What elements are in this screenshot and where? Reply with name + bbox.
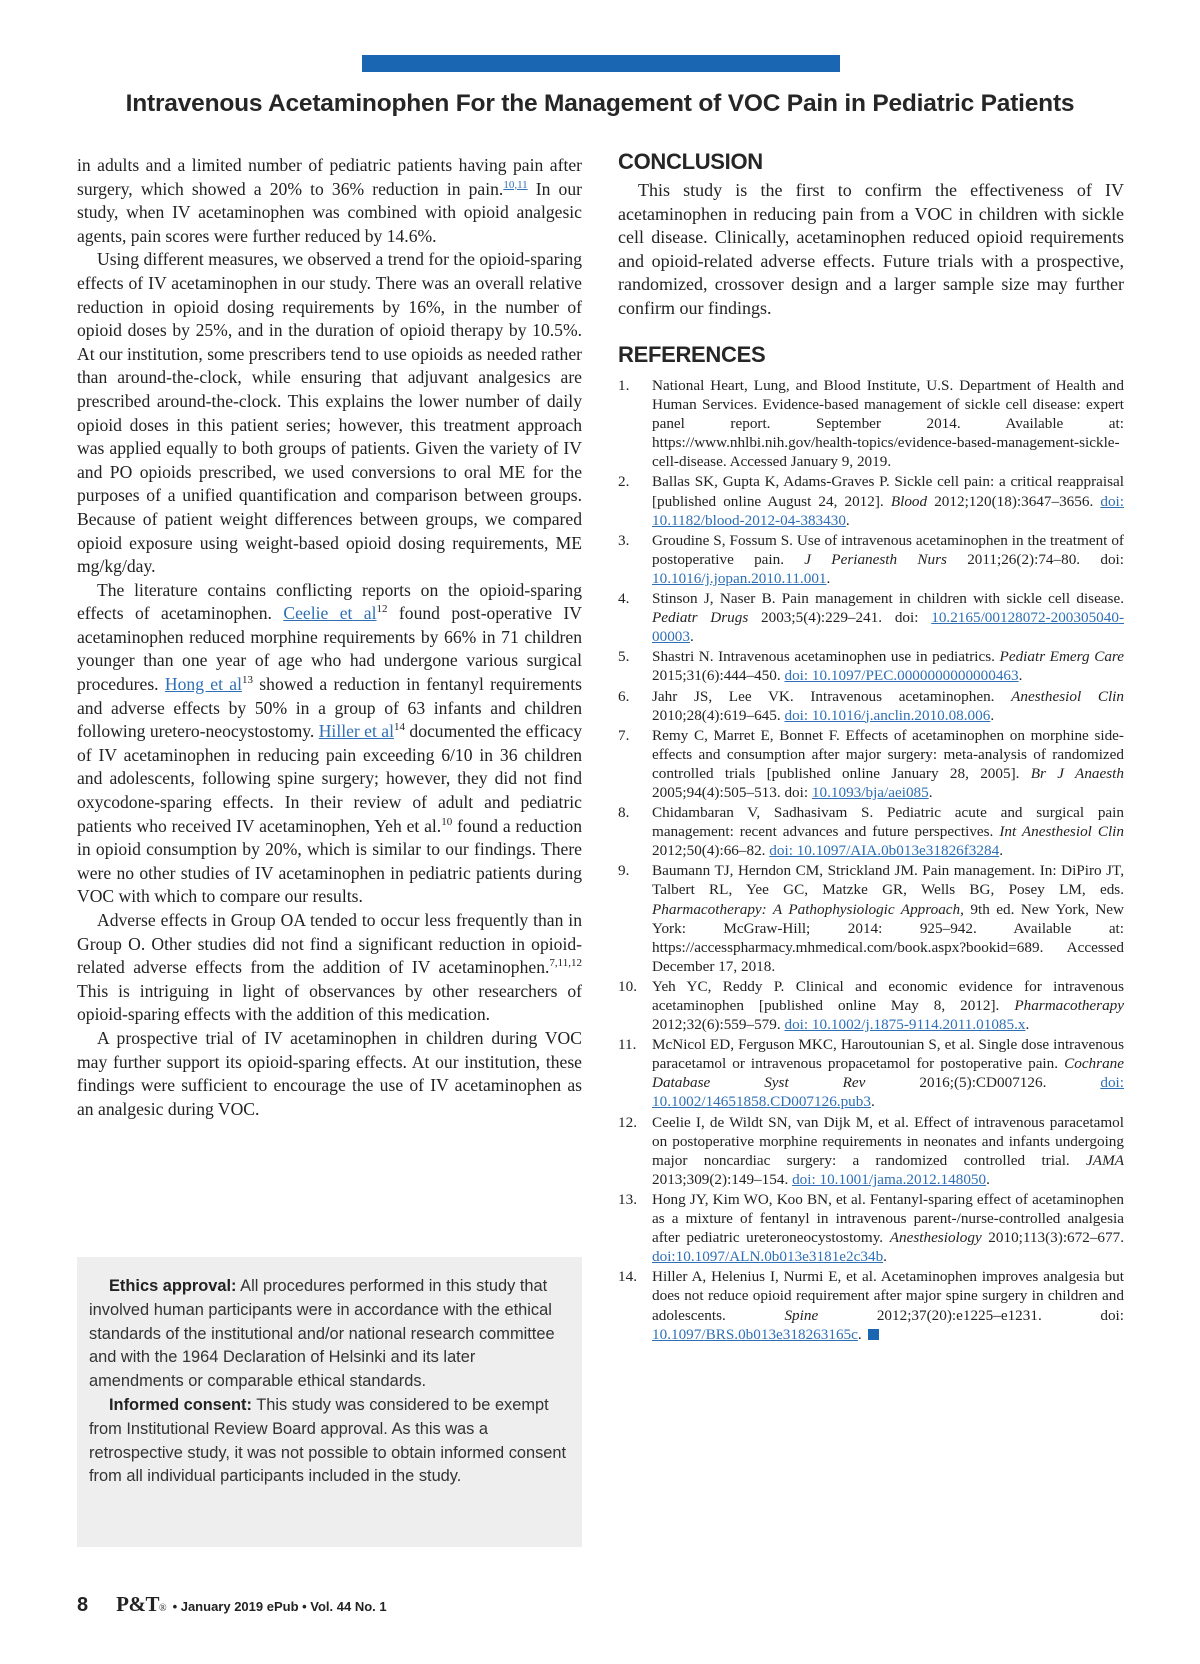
reference-authors-title: Shastri N. Intravenous acetaminophen use in pediatrics. xyxy=(652,648,1000,666)
reference-details: 2010;28(4):619–645. xyxy=(652,706,785,724)
reference-journal: Anesthesiology xyxy=(889,1229,982,1247)
reference-details: 2015;31(6):444–450. xyxy=(652,667,785,685)
reference-text xyxy=(652,977,1124,1034)
reference-text xyxy=(652,647,1124,685)
left-column xyxy=(77,154,582,1121)
reference-tail: . xyxy=(928,783,933,801)
reference-tail: . xyxy=(999,842,1003,860)
reference-item xyxy=(618,531,1124,588)
reference-journal: Pharmacotherapy: A Pathophysiologic Approach xyxy=(652,900,961,918)
reference-number: 6. xyxy=(618,687,630,705)
reference-details: 2012;50(4):66–82. xyxy=(652,842,770,860)
reference-item xyxy=(618,376,1124,471)
reference-authors-title: Jahr JS, Lee VK. Intravenous acetaminophen. xyxy=(652,687,1012,705)
reference-number: 9. xyxy=(618,862,630,880)
reference-item xyxy=(618,1035,1124,1111)
reference-authors-title: Groudine S, Fossum S. Use of intravenous acetaminophen in the treatment of postoperative pain. xyxy=(652,531,1124,568)
discussion-paragraph-2: Using different measures, we observed a trend for the opioid-sparing effects of IV acetaminophen in our study. There was an overall relative reduction in opioid dosing requirements by 16%, in the number of opioid doses by 25%, and in the duration of opioid therapy by 10.5%. At our institution, some prescribers tend to use opioids as needed rather than around-the-clock, while ensuring that adjuvant analgesics are prescribed around-the-clock. This explains the lower number of daily opioid doses in this patient series; however, this treatment approach was applied equally to both groups of patients. Given the variety of IV and PO opioids prescribed, we used conversions to oral ME for the purposes of a unified quantification and comparison between groups. Because of patient weight differences between groups, we compared opioid exposure using weight-based opioid dosing requirements, ME mg/kg/day. xyxy=(77,249,582,577)
citation-sup: 12 xyxy=(376,603,388,616)
reference-authors-title: Hiller A, Helenius I, Nurmi E, et al. Acetaminophen improves analgesia but does not reduce opioid requirement after major spine surgery in children and adolescents. xyxy=(652,1268,1124,1324)
reference-item xyxy=(618,977,1124,1034)
consent-label: Informed consent: xyxy=(109,1395,252,1414)
hiller-citation-link[interactable]: Hiller et al xyxy=(318,721,394,742)
issue-info: • January 2019 ePub • Vol. 44 No. 1 xyxy=(172,1599,387,1614)
text-span: found a reduction in opioid consumption by 20%, which is similar to our findings. There were no other studies of IV acetaminophen in pediatric patients during VOC with which to compare our results. xyxy=(77,815,582,907)
page-number: 8 xyxy=(77,1594,89,1616)
reference-details: 2012;120(18):3647–3656. xyxy=(927,492,1101,510)
doi-link[interactable]: doi: 10.1002/14651858.CD007126.pub3 xyxy=(652,1074,1124,1111)
reference-journal: Spine xyxy=(784,1306,819,1324)
ethics-box xyxy=(77,1257,582,1547)
reference-journal: Blood xyxy=(890,492,928,510)
references-list xyxy=(618,376,1124,1344)
reference-text xyxy=(652,376,1124,471)
reference-tail: . xyxy=(883,1248,887,1266)
reference-tail: . xyxy=(857,1325,862,1343)
reference-authors-title: McNicol ED, Ferguson MKC, Haroutounian S, et al. Single dose intravenous paracetamol or intravenous propacetamol for postoperative pain. xyxy=(652,1036,1124,1073)
text-span: This is intriguing in light of observances by other researchers of opioid-sparing effects with the addition of this medication. xyxy=(77,980,582,1025)
reference-number: 12. xyxy=(618,1113,637,1131)
reference-text xyxy=(652,472,1124,529)
hong-citation-link[interactable]: Hong et al xyxy=(164,674,242,695)
reference-journal: Br J Anaesth xyxy=(1030,764,1124,782)
doi-link[interactable]: doi: 10.1016/j.anclin.2010.08.006 xyxy=(784,706,991,724)
text-span: documented the efficacy of IV acetaminophen in reducing pain exceeding 6/10 in 36 children and adolescents, following spine surgery; however, they did not find oxycodone-sparing effects. In their review of adult and pediatric patients who received IV acetaminophen, Yeh et al. xyxy=(77,721,582,836)
reference-details: , 9th ed. New York, New York: McGraw-Hill; 2014: 925–942. Available at: https://accesspharmacy.mhmedical.com/book.aspx?bookid=689. Accessed December 17, 2018. xyxy=(652,900,1124,975)
journal-logo: P&T xyxy=(116,1592,159,1616)
conclusion-heading: CONCLUSION xyxy=(618,149,763,174)
ethics-approval xyxy=(89,1275,570,1394)
discussion-paragraph-5: A prospective trial of IV acetaminophen in children during VOC may further support its opioid-sparing effects. At our institution, these findings were sufficient to encourage the use of IV acetaminophen as an analgesic during VOC. xyxy=(77,1027,582,1119)
reference-item xyxy=(618,687,1124,725)
reference-tail: . xyxy=(990,706,995,724)
reference-item xyxy=(618,1113,1124,1189)
reference-journal: Anesthesiol Clin xyxy=(1011,687,1124,705)
reference-tail: . xyxy=(1018,667,1023,685)
reference-text xyxy=(652,1267,1124,1343)
text-span: In our study, when IV acetaminophen was combined with opioid analgesic agents, pain scores were further reduced by 14.6%. xyxy=(77,178,582,246)
reference-item xyxy=(618,803,1124,860)
reference-authors-title: Yeh YC, Reddy P. Clinical and economic evidence for intravenous acetaminophen [published online May 8, 2012]. xyxy=(652,977,1124,1014)
reference-item xyxy=(618,1190,1124,1266)
text-span: The literature contains conflicting reports on the opioid-sparing effects of acetaminophen. xyxy=(77,579,582,624)
doi-link[interactable]: doi: 10.1001/jama.2012.148050 xyxy=(792,1170,987,1188)
reference-tail: . xyxy=(689,628,694,646)
reference-number: 14. xyxy=(618,1268,637,1286)
doi-link[interactable]: 10.1093/bja/aei085 xyxy=(811,783,929,801)
reference-number: 13. xyxy=(618,1190,637,1208)
doi-link[interactable]: doi: 10.1097/AIA.0b013e31826f3284 xyxy=(769,842,1000,860)
reference-authors-title: Ballas SK, Gupta K, Adams-Graves P. Sickle cell pain: a critical reappraisal [published online August 24, 2012]. xyxy=(652,473,1124,510)
reference-authors-title: Chidambaran V, Sadhasivam S. Pediatric acute and surgical pain management: recent advances and future perspectives. xyxy=(652,804,1124,841)
end-of-article-mark xyxy=(868,1329,879,1340)
reference-details: 2012;37(20):e1225–e1231. doi: xyxy=(818,1306,1124,1324)
reference-journal: Int Anesthesiol Clin xyxy=(999,823,1124,841)
doi-link[interactable]: doi: 10.1002/j.1875-9114.2011.01085.x xyxy=(784,1016,1026,1034)
doi-link[interactable]: doi: 10.1097/PEC.0000000000000463 xyxy=(784,667,1019,685)
citation-sup: 13 xyxy=(242,674,253,687)
ethics-text: All procedures performed in this study that involved human participants were in accordance with the ethical standards of the institutional and/or national research committee and with the 1964 Declaration of Helsinki and its later amendments or comparable ethical standards. xyxy=(89,1277,555,1391)
doi-link[interactable]: 10.1016/j.jopan.2010.11.001 xyxy=(652,569,827,587)
reference-authors-title: Baumann TJ, Herndon CM, Strickland JM. Pain management. In: DiPiro JT, Talbert RL, Yee GC, Matzke GR, Wells BG, Posey LM, eds. xyxy=(652,862,1124,899)
text-span: Adverse effects in Group OA tended to occur less frequently than in Group O. Other studies did not find a significant reduction in opioid-related adverse effects from the addition of IV acetaminophen. xyxy=(77,910,582,978)
reference-tail: . xyxy=(870,1093,875,1111)
reference-number: 7. xyxy=(618,726,630,744)
reference-item xyxy=(618,589,1124,646)
reference-number: 2. xyxy=(618,473,630,491)
reference-item xyxy=(618,647,1124,685)
reference-text xyxy=(652,1190,1124,1266)
doi-link[interactable]: 10.1097/BRS.0b013e318263165c xyxy=(652,1325,858,1343)
reference-text xyxy=(652,861,1124,976)
reference-authors-title: National Heart, Lung, and Blood Institute, U.S. Department of Health and Human Services. Evidence-based management of sickle cell disease: expert panel report. September 2014. Available at: https://www.nhlbi.nih.gov/health-topics/evidence-based-management-sickle-cell-disease. Accessed January 9, 2019. xyxy=(652,377,1124,471)
reference-text xyxy=(652,1035,1124,1111)
reference-item xyxy=(618,726,1124,802)
reference-journal: Pediatr Drugs xyxy=(652,609,749,627)
reference-text xyxy=(652,531,1124,588)
reference-journal: JAMA xyxy=(1086,1151,1124,1169)
reference-number: 3. xyxy=(618,531,630,549)
reference-journal: Pediatr Emerg Care xyxy=(999,648,1125,666)
ethics-label: Ethics approval: xyxy=(109,1277,237,1295)
reference-details: 2012;32(6):559–579. xyxy=(652,1016,785,1034)
reference-tail: . xyxy=(845,511,850,529)
text-span: showed a reduction in fentanyl requirements and adverse effects by 50% in a group of 63 infants and children following uretero-neocystostomy. xyxy=(77,674,582,742)
reference-authors-title: Stinson J, Naser B. Pain management in children with sickle cell disease. xyxy=(652,590,1124,608)
right-column xyxy=(618,149,1124,1345)
reference-text xyxy=(652,687,1124,725)
reference-tail: . xyxy=(986,1170,990,1188)
ceelie-citation-link[interactable]: Ceelie et al xyxy=(283,603,377,624)
citation-sup: 10 xyxy=(441,815,453,828)
doi-link[interactable]: 10.2165/00128072-200305040-00003 xyxy=(652,609,1125,646)
reference-number: 10. xyxy=(618,977,637,995)
discussion-paragraph-3 xyxy=(77,579,582,909)
conclusion-text: This study is the first to confirm the effectiveness of IV acetaminophen in reducing pain from a VOC in children with sickle cell disease. Clinically, acetaminophen reduced opioid requirements and opioid-related adverse effects. Future trials with a prospective, randomized, crossover design and a larger sample size may further confirm our findings. xyxy=(618,180,1124,318)
reference-text xyxy=(652,1113,1124,1189)
citation-sup[interactable]: 10,11 xyxy=(503,178,528,191)
reference-details: 2011;26(2):74–80. doi: xyxy=(946,550,1124,568)
reference-number: 8. xyxy=(618,804,630,822)
reference-text xyxy=(652,726,1124,802)
consent-text: This study was considered to be exempt from Institutional Review Board approval. As this was a retrospective study, it was not possible to obtain informed consent from all individual participants included in the study. xyxy=(89,1395,567,1486)
reference-item xyxy=(618,472,1124,529)
informed-consent xyxy=(89,1394,570,1489)
citation-sup: 7,11,12 xyxy=(549,957,582,970)
doi-link[interactable]: doi:10.1097/ALN.0b013e3181e2c34b xyxy=(652,1248,884,1266)
discussion-paragraph-4 xyxy=(77,909,582,1027)
reference-tail: . xyxy=(826,569,831,587)
text-span: found post-operative IV acetaminophen reduced morphine requirements by 66% in 71 children younger than one year of age who had undergone various surgical procedures. xyxy=(77,603,582,695)
reference-details: 2016;(5):CD007126. xyxy=(865,1074,1101,1092)
registered-mark: ® xyxy=(158,1603,167,1614)
reference-journal: Pharmacotherapy xyxy=(1014,997,1124,1014)
reference-item xyxy=(618,861,1124,976)
reference-details: 2010;113(3):672–677. xyxy=(981,1229,1124,1247)
reference-details: 2005;94(4):505–513. doi: xyxy=(652,783,812,801)
reference-number: 11. xyxy=(618,1036,637,1054)
citation-sup: 14 xyxy=(393,721,405,734)
reference-details: 2013;309(2):149–154. xyxy=(652,1170,793,1188)
page-title: Intravenous Acetaminophen For the Management of VOC Pain in Pediatric Patients xyxy=(125,90,1075,117)
reference-authors-title: Hong JY, Kim WO, Koo BN, et al. Fentanyl-sparing effect of acetaminophen as a mixture of fentanyl in intravenous parent-/nurse-controlled analgesia after pediatric ureteroneocystostomy. xyxy=(652,1190,1124,1247)
reference-journal: J Perianesth Nurs xyxy=(804,550,947,568)
reference-journal: Cochrane Database Syst Rev xyxy=(652,1055,1124,1092)
reference-details: 2003;5(4):229–241. doi: xyxy=(748,609,932,627)
reference-tail: . xyxy=(1025,1016,1030,1034)
text-span: in adults and a limited number of pediatric patients having pain after surgery, which showed a 20% to 36% reduction in pain. xyxy=(77,155,582,199)
page-footer xyxy=(77,1592,387,1617)
reference-number: 5. xyxy=(618,648,630,666)
discussion-paragraph-1 xyxy=(77,154,582,248)
reference-item xyxy=(618,1267,1124,1343)
reference-authors-title: Ceelie I, de Wildt SN, van Dijk M, et al. Effect of intravenous paracetamol on postoperative morphine requirements in neonates and infants undergoing major noncardiac surgery: a randomized controlled trial. xyxy=(652,1113,1124,1169)
references-heading: REFERENCES xyxy=(618,342,766,367)
reference-number: 4. xyxy=(618,590,630,608)
reference-authors-title: Remy C, Marret E, Bonnet F. Effects of acetaminophen on morphine side-effects and consumption after major surgery: meta-analysis of randomized controlled trials [published online January 28, 2005]. xyxy=(652,726,1124,782)
header-accent-bar xyxy=(362,55,840,72)
reference-text xyxy=(652,803,1124,860)
reference-text xyxy=(652,589,1124,646)
reference-number: 1. xyxy=(618,377,630,394)
doi-link[interactable]: doi: 10.1182/blood-2012-04-383430 xyxy=(652,492,1124,529)
